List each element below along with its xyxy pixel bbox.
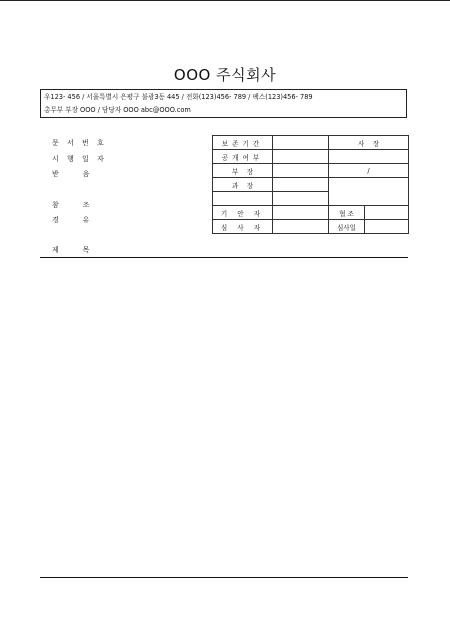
- extra-approver-sign-cell[interactable]: [273, 192, 329, 206]
- manager-label: 부 장: [213, 164, 273, 178]
- reviewer-value[interactable]: [273, 220, 329, 234]
- president-label: 사 장: [329, 136, 409, 150]
- cooperation-value[interactable]: [365, 206, 409, 220]
- contact-line: 총무부 부장 OOO / 담당자 OOO abc@OOO.com: [44, 106, 191, 114]
- review-date-label: 심사일: [329, 220, 365, 234]
- review-date-value[interactable]: [365, 220, 409, 234]
- approval-blank-area: [329, 178, 409, 206]
- cooperation-label: 협 조: [329, 206, 365, 220]
- header-divider-line: [40, 257, 408, 258]
- president-date-slash: /: [329, 164, 409, 178]
- via-label: 경 유: [52, 216, 93, 224]
- drafter-value[interactable]: [273, 206, 329, 220]
- reference-label: 참 조: [52, 201, 93, 209]
- date-label: 시 행 일 자: [52, 155, 107, 163]
- footer-divider-line: [40, 577, 408, 578]
- top-border-line: [0, 0, 450, 1]
- retention-period-label: 보존기간: [213, 136, 273, 150]
- approval-table: [212, 135, 409, 234]
- doc-number-label: 문 서 번 호: [52, 139, 107, 147]
- manager-sign-cell[interactable]: [273, 164, 329, 178]
- recipient-label: 받 음: [52, 170, 93, 178]
- president-sign-cell[interactable]: [329, 150, 409, 164]
- section-chief-label: 과 장: [213, 178, 273, 192]
- company-title: OOO 주식회사: [173, 66, 277, 84]
- extra-approver-label: [213, 192, 273, 206]
- address-line: 우123- 456 / 서울특별시 은평구 불광3동 445 / 전화(123)456- 789 / 팩스(123)456- 789: [44, 93, 313, 101]
- section-chief-sign-cell[interactable]: [273, 178, 329, 192]
- disclosure-label: 공개여부: [213, 150, 273, 164]
- subject-label: 제 목: [52, 246, 93, 254]
- drafter-label: 기 안 자: [213, 206, 273, 220]
- company-info-box: [40, 89, 407, 118]
- reviewer-label: 심 사 자: [213, 220, 273, 234]
- retention-period-value[interactable]: [273, 136, 329, 150]
- disclosure-value[interactable]: [273, 150, 329, 164]
